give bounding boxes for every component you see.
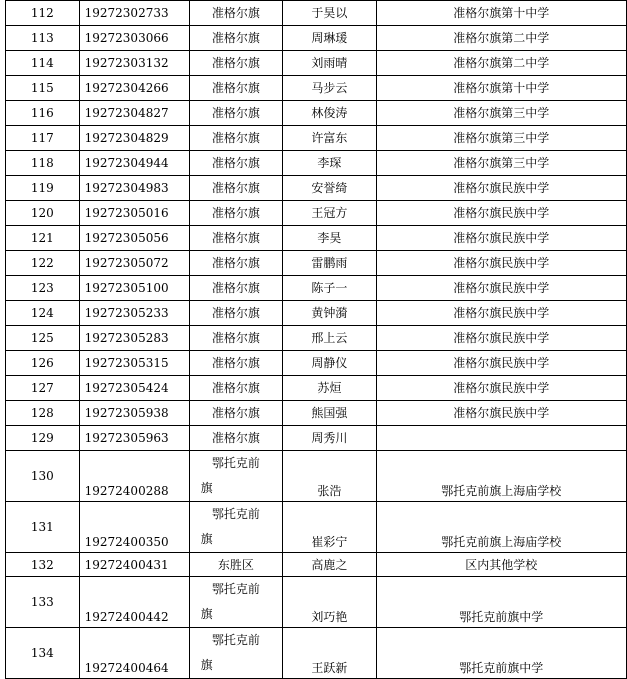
school-cell: 鄂托克前旗中学 xyxy=(376,628,626,679)
area-cell: 准格尔旗 xyxy=(189,351,283,376)
student-name-cell: 陈子一 xyxy=(283,276,376,301)
area-line-1: 鄂托克前 xyxy=(211,507,260,521)
school-cell: 准格尔旗民族中学 xyxy=(376,251,626,276)
school-cell: 准格尔旗第三中学 xyxy=(376,126,626,151)
school-cell: 准格尔旗民族中学 xyxy=(376,326,626,351)
table-row xyxy=(6,301,627,326)
exam-id-cell: 19272400350 xyxy=(79,502,189,553)
student-name-cell: 王跃新 xyxy=(283,628,376,679)
school-cell: 准格尔旗民族中学 xyxy=(376,351,626,376)
student-name-cell: 刘巧艳 xyxy=(283,577,376,628)
area-cell: 准格尔旗 xyxy=(189,176,283,201)
exam-id-cell: 19272400288 xyxy=(79,451,189,502)
row-number-cell: 126 xyxy=(6,351,80,376)
row-number-cell: 116 xyxy=(6,101,80,126)
table-row xyxy=(6,451,627,502)
area-cell: 东胜区 xyxy=(189,553,283,577)
row-number-cell: 117 xyxy=(6,126,80,151)
exam-id-cell: 19272302733 xyxy=(79,1,189,26)
row-number-cell: 112 xyxy=(6,1,80,26)
row-number-cell: 119 xyxy=(6,176,80,201)
student-name-cell: 周琳瑗 xyxy=(283,26,376,51)
exam-id-cell: 19272400464 xyxy=(79,628,189,679)
exam-id-cell: 19272400442 xyxy=(79,577,189,628)
exam-id-cell: 19272305016 xyxy=(79,201,189,226)
area-line-2: 旗 xyxy=(200,607,213,621)
row-number-cell: 113 xyxy=(6,26,80,51)
student-name-cell: 熊国强 xyxy=(283,401,376,426)
row-number-cell: 114 xyxy=(6,51,80,76)
school-cell: 准格尔旗第二中学 xyxy=(376,26,626,51)
school-cell: 准格尔旗民族中学 xyxy=(376,226,626,251)
table-row xyxy=(6,351,627,376)
exam-id-cell: 19272305233 xyxy=(79,301,189,326)
area-cell: 准格尔旗 xyxy=(189,276,283,301)
table-row xyxy=(6,628,627,679)
table-row xyxy=(6,51,627,76)
student-name-cell: 苏烜 xyxy=(283,376,376,401)
area-cell: 准格尔旗 xyxy=(189,201,283,226)
table-row xyxy=(6,376,627,401)
table-row xyxy=(6,126,627,151)
school-cell xyxy=(376,426,626,451)
school-cell: 鄂托克前旗上海庙学校 xyxy=(376,451,626,502)
exam-id-cell: 19272305963 xyxy=(79,426,189,451)
area-cell: 准格尔旗 xyxy=(189,426,283,451)
row-number-cell: 124 xyxy=(6,301,80,326)
table-row xyxy=(6,251,627,276)
row-number-cell: 121 xyxy=(6,226,80,251)
row-number-cell: 134 xyxy=(6,628,80,679)
student-name-cell: 王冠方 xyxy=(283,201,376,226)
exam-id-cell: 19272304266 xyxy=(79,76,189,101)
area-line-2: 旗 xyxy=(200,658,213,672)
exam-id-cell: 19272305100 xyxy=(79,276,189,301)
school-cell: 准格尔旗民族中学 xyxy=(376,201,626,226)
exam-id-cell: 19272400431 xyxy=(79,553,189,577)
table-row xyxy=(6,553,627,577)
area-line-1: 鄂托克前 xyxy=(211,456,260,470)
row-number-cell: 123 xyxy=(6,276,80,301)
table-row xyxy=(6,201,627,226)
row-number-cell: 125 xyxy=(6,326,80,351)
school-cell: 准格尔旗民族中学 xyxy=(376,276,626,301)
area-cell: 准格尔旗 xyxy=(189,301,283,326)
area-cell: 准格尔旗 xyxy=(189,101,283,126)
row-number-cell: 132 xyxy=(6,553,80,577)
row-number-cell: 131 xyxy=(6,502,80,553)
area-cell: 准格尔旗 xyxy=(189,126,283,151)
student-name-cell: 张浩 xyxy=(283,451,376,502)
student-name-cell: 许富东 xyxy=(283,126,376,151)
exam-id-cell: 19272304983 xyxy=(79,176,189,201)
student-name-cell: 李昊 xyxy=(283,226,376,251)
area-cell: 准格尔旗 xyxy=(189,26,283,51)
table-row xyxy=(6,326,627,351)
row-number-cell: 120 xyxy=(6,201,80,226)
school-cell: 准格尔旗民族中学 xyxy=(376,301,626,326)
student-name-cell: 周静仪 xyxy=(283,351,376,376)
table-row xyxy=(6,226,627,251)
area-cell: 准格尔旗 xyxy=(189,251,283,276)
table-row xyxy=(6,26,627,51)
exam-id-cell: 19272303132 xyxy=(79,51,189,76)
table-row xyxy=(6,176,627,201)
school-cell: 准格尔旗第三中学 xyxy=(376,151,626,176)
table-row xyxy=(6,76,627,101)
exam-id-cell: 19272305938 xyxy=(79,401,189,426)
row-number-cell: 127 xyxy=(6,376,80,401)
exam-id-cell: 19272305072 xyxy=(79,251,189,276)
exam-id-cell: 19272304827 xyxy=(79,101,189,126)
student-name-cell: 崔彩宁 xyxy=(283,502,376,553)
student-name-cell: 林俊涛 xyxy=(283,101,376,126)
area-cell: 准格尔旗 xyxy=(189,226,283,251)
table-body xyxy=(6,1,627,679)
student-name-cell: 周秀川 xyxy=(283,426,376,451)
student-name-cell: 安誉绮 xyxy=(283,176,376,201)
area-cell xyxy=(189,451,283,502)
area-line-1: 鄂托克前 xyxy=(211,582,260,596)
school-cell: 准格尔旗第三中学 xyxy=(376,101,626,126)
school-cell: 鄂托克前旗上海庙学校 xyxy=(376,502,626,553)
school-cell: 准格尔旗民族中学 xyxy=(376,176,626,201)
area-cell: 准格尔旗 xyxy=(189,151,283,176)
row-number-cell: 118 xyxy=(6,151,80,176)
school-cell: 准格尔旗第二中学 xyxy=(376,51,626,76)
table-row xyxy=(6,101,627,126)
area-line-2: 旗 xyxy=(200,532,213,546)
area-cell: 准格尔旗 xyxy=(189,376,283,401)
table-row xyxy=(6,577,627,628)
row-number-cell: 133 xyxy=(6,577,80,628)
table-row xyxy=(6,276,627,301)
table-row xyxy=(6,1,627,26)
student-name-cell: 马步云 xyxy=(283,76,376,101)
area-cell xyxy=(189,577,283,628)
school-cell: 区内其他学校 xyxy=(376,553,626,577)
row-number-cell: 128 xyxy=(6,401,80,426)
school-cell: 准格尔旗民族中学 xyxy=(376,401,626,426)
table-row xyxy=(6,401,627,426)
school-cell: 准格尔旗民族中学 xyxy=(376,376,626,401)
exam-id-cell: 19272305283 xyxy=(79,326,189,351)
table-row xyxy=(6,426,627,451)
student-name-cell: 刘雨晴 xyxy=(283,51,376,76)
area-cell: 准格尔旗 xyxy=(189,326,283,351)
area-cell: 准格尔旗 xyxy=(189,76,283,101)
row-number-cell: 130 xyxy=(6,451,80,502)
area-cell xyxy=(189,502,283,553)
exam-id-cell: 19272303066 xyxy=(79,26,189,51)
school-cell: 准格尔旗第十中学 xyxy=(376,1,626,26)
row-number-cell: 115 xyxy=(6,76,80,101)
area-cell: 准格尔旗 xyxy=(189,401,283,426)
row-number-cell: 122 xyxy=(6,251,80,276)
student-name-cell: 邢上云 xyxy=(283,326,376,351)
school-cell: 准格尔旗第十中学 xyxy=(376,76,626,101)
area-cell: 准格尔旗 xyxy=(189,51,283,76)
student-name-cell: 李琛 xyxy=(283,151,376,176)
area-line-2: 旗 xyxy=(200,481,213,495)
student-list-table xyxy=(5,0,627,679)
student-name-cell: 黄钟漪 xyxy=(283,301,376,326)
area-cell: 准格尔旗 xyxy=(189,1,283,26)
exam-id-cell: 19272305315 xyxy=(79,351,189,376)
exam-id-cell: 19272305056 xyxy=(79,226,189,251)
student-name-cell: 高鹿之 xyxy=(283,553,376,577)
student-name-cell: 于昊以 xyxy=(283,1,376,26)
exam-id-cell: 19272304829 xyxy=(79,126,189,151)
exam-id-cell: 19272304944 xyxy=(79,151,189,176)
school-cell: 鄂托克前旗中学 xyxy=(376,577,626,628)
area-line-1: 鄂托克前 xyxy=(211,633,260,647)
exam-id-cell: 19272305424 xyxy=(79,376,189,401)
table-row xyxy=(6,151,627,176)
area-cell xyxy=(189,628,283,679)
row-number-cell: 129 xyxy=(6,426,80,451)
student-name-cell: 雷鹏雨 xyxy=(283,251,376,276)
table-row xyxy=(6,502,627,553)
